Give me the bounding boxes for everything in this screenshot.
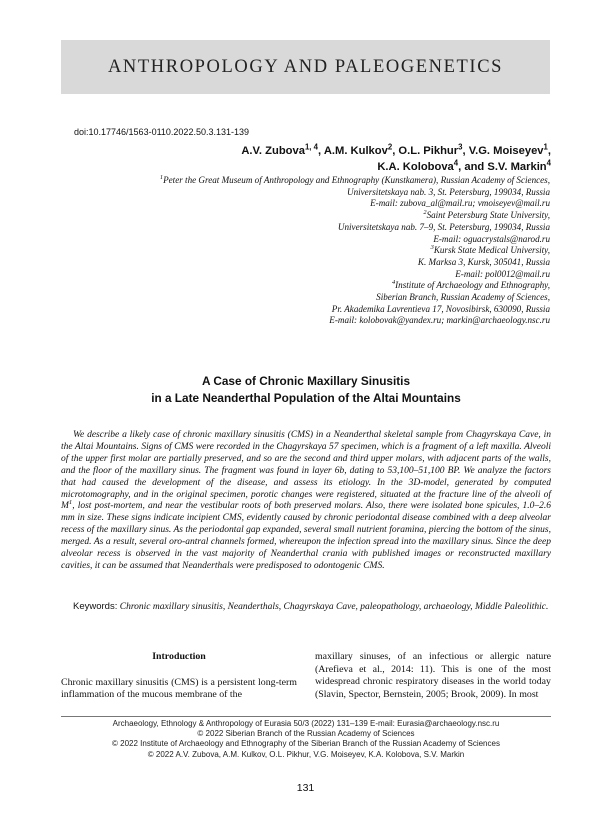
left-column [61, 651, 297, 702]
right-column [315, 651, 551, 701]
section-banner [61, 40, 550, 94]
section-title: ANTHROPOLOGY AND PALEOGENETICS [107, 56, 504, 77]
abstract-text-cont: , lost post-mortem, and near the vestibular roots of both preserved molars. Also, there were isolated bone spicules, 1.0–2.6 mm in size. These signs indicate incipient CMS, evidently caused by chronic periodontal disease combined with a deep alveolar recess of the maxillary sinus. As the periodontal gap expanded, several small nutrient foramina, piercing the bottom of the sinus, merged. As a result, several oro-antral channels formed, whereupon the infection spread into the maxillary sinus. Since the deep alveolar recess is observed in the vast majority of Neanderthal crania with published images or reconstructed maxillary cavities, it can be assumed that Neanderthals were predisposed to odontogenic CMS. [61, 501, 551, 571]
footer-journal-line: Archaeology, Ethnology & Anthropology of Eurasia 50/3 (2022) 131–139 E-mail: Eurasia@archaeology.nsc.ru [112, 719, 500, 728]
footer-copyright: © 2022 A.V. Zubova, A.M. Kulkov, O.L. Pikhur, V.G. Moiseyev, K.A. Kolobova, S.V. Markin [147, 749, 465, 759]
affiliation-line: K. Marksa 3, Kursk, 305041, Russia [417, 256, 550, 267]
affiliation-line: $^3$Kursk State Medical University, [430, 244, 550, 256]
body-paragraph: Chronic maxillary sinusitis (CMS) is a persistent long-term inflammation of the mucous membrane of the [61, 676, 297, 701]
title-line-2: in a Late Neanderthal Population of the Altai Mountains [151, 391, 461, 405]
abstract-sup: 1 [68, 499, 73, 507]
author-affil-sup: 4 [546, 158, 551, 168]
author-list [81, 143, 551, 175]
keywords-text: Chronic maxillary sinusitis, Neanderthals, Chagyrskaya Cave, paleopathology, archaeology, Middle Paleolithic. [119, 602, 549, 612]
abstract-text: We describe a likely case of chronic maxillary sinusitis (CMS) in a Neanderthal skeletal sample from Chagyrskaya Cave, in the Altai Mountains. Signs of CMS were recorded in the Chagyrskaya 57 specimen, which is a fragment of a left maxilla. Alveoli of the upper first molar are partially preserved, and so are the second and third upper molars, with adjacent parts of the walls, and the floor of the maxillary sinus. The fragment was found in layer 6b, dating to 53,100–51,100 BP. We analyze the factors that had caused the development of the disease, and assess its etiology. In the 3D-model, generated by computed microtomography, and in the original specimen, porotic changes were registered, situated at the fracture line of the alveoli of M [61, 430, 551, 512]
affiliation-email[interactable]: E-mail: kolobovak@yandex.ru; markin@archaeology.nsc.ru [329, 315, 550, 326]
author-name: A.M. Kulkov [323, 145, 388, 157]
author-separator: , [462, 145, 469, 157]
author-name: A.V. Zubova [241, 145, 305, 157]
affiliation-line: $^1$Peter the Great Museum of Anthropology and Ethnography (Kunstkamera), Russian Academy of Sciences, [159, 173, 550, 185]
keywords [61, 601, 551, 613]
author-name: S.V. Markin [487, 161, 547, 173]
author-line-1 [81, 143, 551, 159]
author-line-2 [81, 159, 551, 175]
author-name: O.L. Pikhur [398, 145, 459, 157]
author-name: K.A. Kolobova [377, 161, 454, 173]
abstract [61, 430, 551, 573]
keywords-label: Keywords: [73, 601, 118, 612]
author-affil-sup: 4 [453, 158, 459, 168]
page-number: 131 [296, 782, 315, 794]
affiliation-line: Universitetskaya nab. 3, St. Petersburg, 199034, Russia [347, 186, 550, 197]
body-paragraph: maxillary sinuses, of an infectious or allergic nature (Arefieva et al., 2014: 11). This is one of the most widespread chronic respiratory diseases in the world today (Slavin, Spector, Bernstein, 2005; Brook, 2009). In most [315, 651, 551, 700]
affiliation-line: $^4$Institute of Archaeology and Ethnography, [391, 279, 550, 291]
affiliations [70, 175, 550, 327]
footer-divider [61, 716, 551, 717]
affiliation-line: Universitetskaya nab. 7–9, St. Petersburg, 199034, Russia [337, 221, 550, 232]
title-line-1: A Case of Chronic Maxillary Sinusitis [201, 374, 411, 388]
affiliation-email[interactable]: E-mail: oguacrystals@narod.ru [433, 233, 550, 244]
affiliation-email[interactable]: E-mail: zubova_al@mail.ru; vmoiseyev@mail.ru [370, 198, 550, 209]
affiliation-line: $^2$Saint Petersburg State University, [423, 209, 550, 221]
footer-copyright: © 2022 Siberian Branch of the Russian Academy of Sciences [197, 729, 415, 739]
author-affil-sup: 1, 4 [304, 142, 318, 152]
article-title [61, 373, 551, 407]
section-heading-introduction: Introduction [152, 651, 206, 662]
footer [61, 719, 551, 760]
author-name: V.G. Moiseyev [468, 145, 544, 157]
author-separator: , [392, 145, 399, 157]
author-separator: , [547, 145, 551, 157]
doi[interactable]: doi:10.17746/1563-0110.2022.50.3.131-139 [74, 127, 249, 137]
footer-copyright: © 2022 Institute of Archaeology and Ethnography of the Siberian Branch of the Russian Academy of Sciences [112, 739, 500, 749]
author-separator: , [318, 145, 324, 157]
author-separator: , and [458, 161, 488, 173]
author-affil-sup: 2 [387, 142, 393, 152]
author-affil-sup: 1 [543, 142, 548, 152]
affiliation-line: Siberian Branch, Russian Academy of Sciences, [376, 292, 550, 303]
author-affil-sup: 3 [458, 142, 463, 152]
affiliation-line: Pr. Akademika Lavrentieva 17, Novosibirsk, 630090, Russia [331, 303, 550, 314]
affiliation-email[interactable]: E-mail: pol0012@mail.ru [455, 268, 550, 279]
